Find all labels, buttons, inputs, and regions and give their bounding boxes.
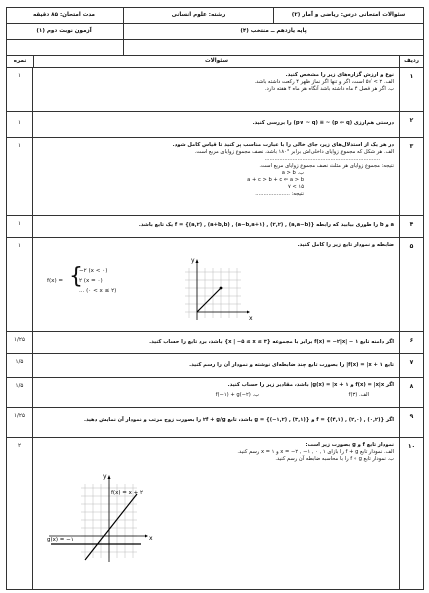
question-number: ۲	[399, 112, 423, 137]
question-row	[7, 216, 423, 238]
x-axis-label: x	[249, 315, 253, 322]
question-title: نوع و ارزش گزاره‌های زیر را مشخص کنید.	[285, 72, 394, 78]
exam-sheet	[6, 7, 424, 590]
question-score: ۱/۲۵	[7, 408, 33, 437]
header-row-1	[7, 8, 423, 24]
question-row	[7, 354, 423, 378]
question-line: الف. نمودار تابع f + g را بازای x = −۲ , −۱ , ۰ , ۱ و x = ۱ رسم کنید.	[237, 449, 394, 456]
question-body	[33, 68, 399, 111]
g-label: g(x) = −۱	[47, 537, 74, 543]
x-axis-arrow-icon	[145, 535, 148, 538]
question-title: در هر یک از استدلال‌های زیر، جای خالی را با عبارت مناسب پر کنید تا قیاس کامل شود.	[172, 142, 394, 148]
question-title: درستی هم‌ارزی (p ⇐ q) ~ ≡ (p∨ ~ q) را بررسی کنید.	[252, 120, 394, 126]
brace-icon: {	[69, 264, 83, 289]
exam-duration: مدت امتحان: ۸۵ دقیقه	[32, 12, 96, 19]
question-line: ۱۵ > ۷	[287, 184, 304, 191]
question-line: a + c > b + c ⇐ a > b	[247, 177, 304, 184]
question-line: ب. a > b	[281, 170, 304, 177]
column-num-header: ردیف	[399, 56, 423, 67]
exam-header	[7, 8, 423, 56]
piece-2: ۲ (x = ۰)	[79, 278, 103, 284]
question-title: اگر f = {(۴,۱) , (۲,۰) , (۰,۲)} و g = {(−۱,۲) , (۳,۱)} باشد، تابع ۲f + g/g را بصورت زوج مرتب و نمودار آن نمایش دهید.	[83, 417, 394, 423]
question-row	[7, 112, 423, 138]
column-score-header: نمره	[13, 57, 27, 64]
question-row	[7, 408, 423, 438]
question-body	[33, 378, 399, 407]
question-number: ۱۰	[399, 438, 423, 590]
question-score: ۲	[7, 438, 33, 590]
function-name: f(x) =	[47, 278, 64, 284]
question-line: نتیجه: .....................	[255, 191, 304, 198]
question-number: ۵	[399, 238, 423, 331]
question-line: الف. هر شکل که مجموع زوایای داخلی‌اش برابر °۱۸۰ باشد، نصف مجموع زوایای مربع است.	[194, 149, 394, 156]
f-label: f(x) = x + ۲	[111, 490, 143, 496]
exam-session: آزمون نوبت دوم (۱)	[36, 28, 92, 35]
y-axis-arrow-icon	[196, 259, 199, 263]
question-number: ۹	[399, 408, 423, 437]
question-score: ۱/۵	[7, 378, 33, 407]
column-headers	[7, 56, 423, 68]
question-number: ۶	[399, 332, 423, 353]
header-blank-b	[5, 40, 123, 56]
question-score: ۱	[7, 138, 33, 215]
question-row	[7, 438, 423, 590]
question-score: ۱/۵	[7, 354, 33, 377]
exam-grade: پایه یازدهم ــ منتخب (۴)	[123, 24, 423, 40]
question-number: ۱	[399, 68, 423, 111]
header-row-3	[7, 40, 423, 56]
question-line: ب. f(−۱) + g(−۲)	[215, 392, 259, 398]
question-title: نمودار تابع f و g بصورت زیر است:	[305, 442, 394, 448]
question-number: ۳	[399, 138, 423, 215]
blank-line: ......................................................................	[264, 156, 380, 163]
piece-3: ... (۰ < x ≤ ۲)	[79, 288, 117, 294]
question-number: ۸	[399, 378, 423, 407]
graph-endpoint	[220, 287, 223, 290]
question-body	[33, 216, 399, 237]
y-axis-label: y	[103, 473, 107, 480]
question-score: ۱	[7, 68, 33, 111]
exam-title: سئوالات امتحانی درس: ریاضی و آمار (۲)	[273, 8, 423, 24]
question-score: ۱	[7, 112, 33, 137]
question-line: الف. ۲ > √۵ است، اگر و تنها اگر نماز ظهر ۴ رکعت داشته باشد.	[254, 79, 394, 86]
question-row	[7, 332, 423, 354]
question-row	[7, 68, 423, 112]
question-title: a و b را طوری بیابید که رابطه f = {(a,۲) , (a+b,b) , (a−b,a+۱) , (۲,۲) , (a,a−b)} یک تابع باشد.	[138, 222, 394, 228]
column-questions-header: سئوالات	[33, 56, 399, 67]
question-title: ضابطه و نمودار تابع زیر را کامل کنید.	[297, 242, 394, 248]
question-title: تابع f(x) = |x + ۱| را بصورت تابع چند ضابطه‌ای نوشته و نمودار آن را رسم کنید.	[189, 362, 394, 368]
question-line: نتیجه: مجموع زوایای هر مثلث نصف مجموع زوایای مربع است.	[259, 163, 394, 170]
question-body	[33, 138, 399, 215]
question-line: ب. اگر هر فصل ۴ ماه داشته باشد آنگاه هر ماه ۴ هفته دارد.	[264, 86, 394, 93]
question-row	[7, 238, 423, 332]
header-blank-a	[123, 40, 423, 56]
question-number: ۴	[399, 216, 423, 237]
header-row-2	[7, 24, 423, 40]
question-score: ۱	[7, 216, 33, 237]
graph-segment	[197, 288, 221, 312]
question-title: اگر دامنه تابع f(x) = −۲|x| − ۱ برابر با مجموعه {x | −۵ ≤ x ≤ ۳} باشد، برد تابع را حساب کنید.	[149, 339, 394, 345]
question-body	[33, 332, 399, 353]
question-score: ۱/۲۵	[7, 332, 33, 353]
q10-graph	[45, 470, 157, 566]
question-title: اگر f(x) = |x|x و g(x) = |x + ۱| باشد، مقادیر زیر را حساب کنید.	[227, 382, 394, 388]
piece-1: −۲ (x < ۰)	[79, 268, 108, 274]
question-line: ب. نمودار تابع f ∘ g را با محاسبه ضابطه آن رسم کنید.	[275, 456, 394, 463]
question-body	[33, 112, 399, 137]
question-body	[33, 408, 399, 437]
x-axis-label: x	[149, 535, 153, 542]
x-axis-arrow-icon	[247, 311, 250, 314]
q5-graph	[175, 254, 255, 328]
question-row	[7, 378, 423, 408]
question-number: ۷	[399, 354, 423, 377]
y-axis-label: y	[191, 257, 195, 264]
question-body	[33, 354, 399, 377]
question-row	[7, 138, 423, 216]
y-axis-arrow-icon	[108, 475, 111, 479]
graph-grid	[185, 268, 241, 318]
question-score: ۱	[7, 238, 33, 331]
question-line: الف. f(۳)	[348, 392, 369, 398]
exam-field: رشته: علوم انسانی	[123, 8, 273, 24]
